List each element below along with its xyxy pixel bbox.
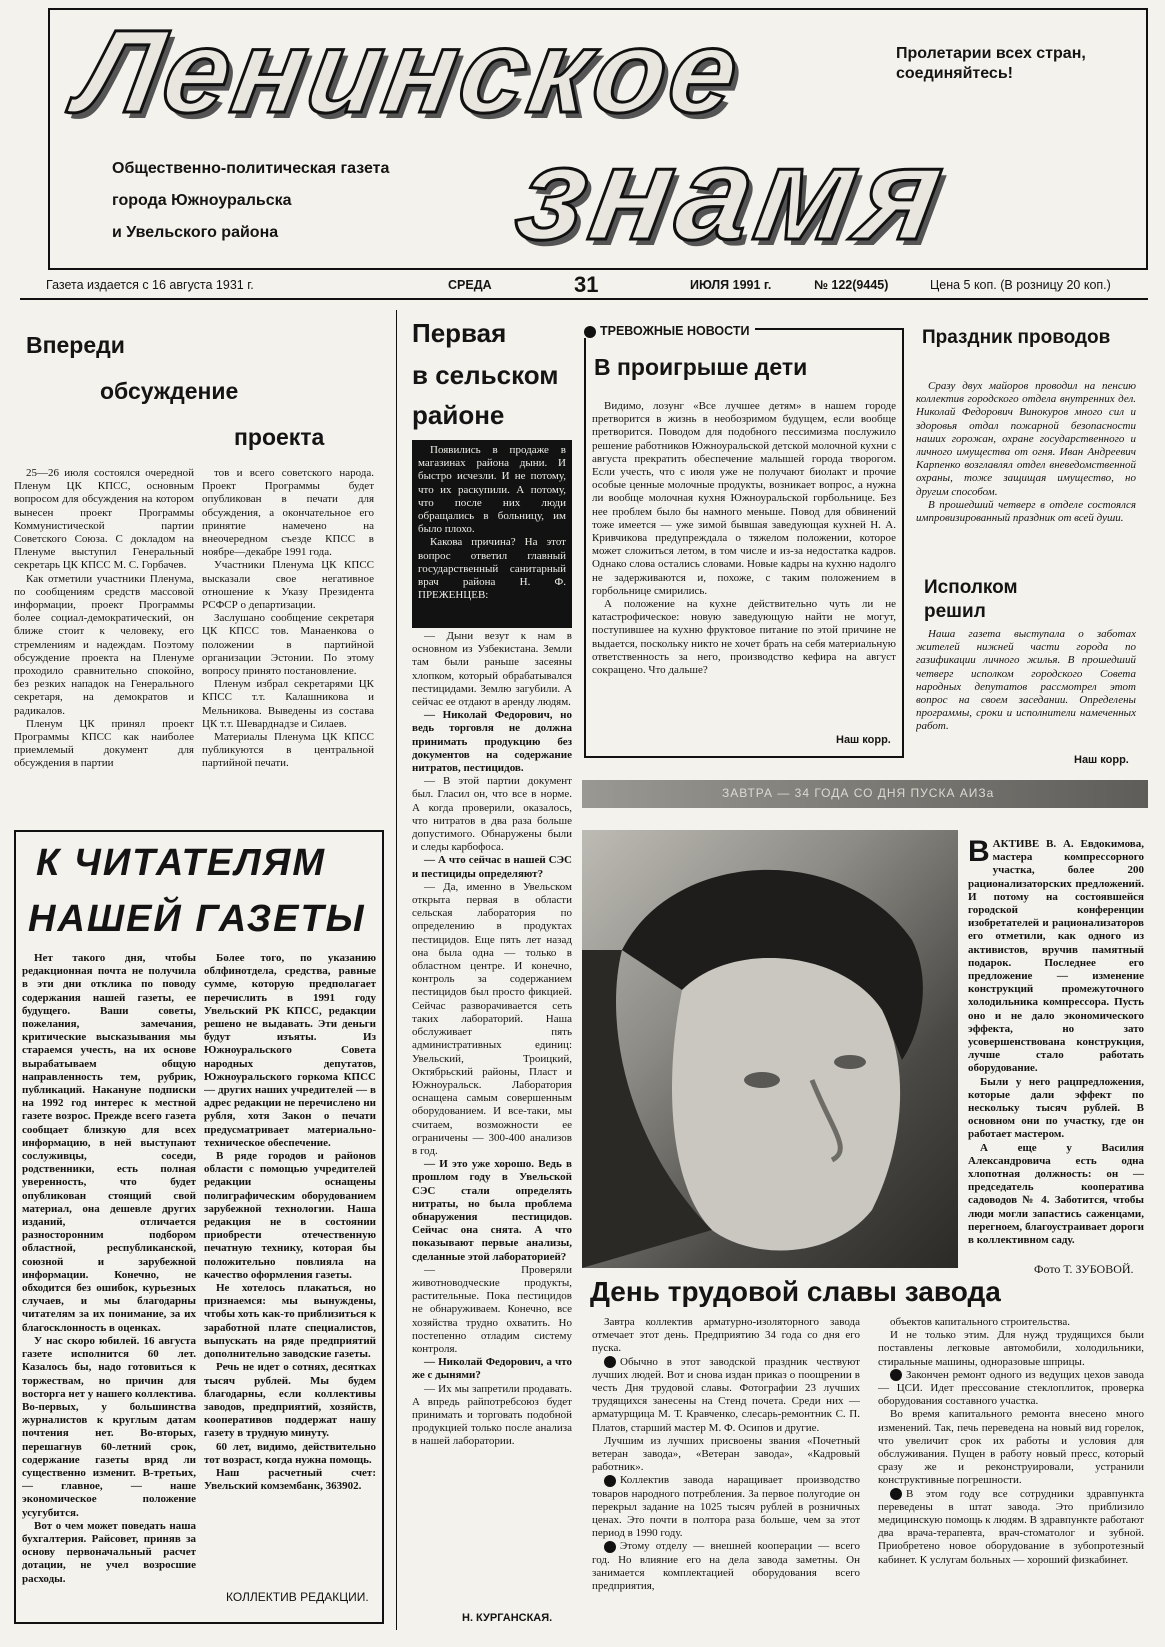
- factory-col1: Завтра коллектив арматурно-изоляторного завода отмечает этот день. Предприятию 34 года со дня его пуска. Обычно в этот заводской праздник чествуют лучших людей. Вот и снова издан приказ о поощрении в честь Дня трудовой славы. Фотографии 23 лучших трудящихся занесены на Стенд почета. Среди них — арматурщица М. Т. Кравченко, слесарь-ремонтник С. П. Платов, старший мастер М. Ф. Осипов и другие. Лучшим из лучших присвоены звания «Почетный ветеран завода», «Ветеран завода», «Кадровый работник». Коллектив завода наращивает производство товаров народного потребления. За первое полугодие он перекрыл задание на 1025 тысяч рублей в розничных ценах. Это почти в полтора раза больше, чем за этот период в 1990 году. Этому отделу — внешней кооперации — всего год. Но влияние его на дела завода заметны. Он занимается комплектацией оборудования всего предприятия,: [592, 1316, 860, 1593]
- bullet-icon: [604, 1541, 616, 1553]
- issue-number: № 122(9445): [814, 278, 889, 292]
- bullet-icon: [890, 1369, 902, 1381]
- issue-price: Цена 5 коп. (В розницу 20 коп.): [930, 278, 1111, 292]
- masthead-subtitle-2: города Южноуральска: [112, 192, 292, 209]
- issue-month-year: ИЮЛЯ 1991 г.: [690, 278, 772, 292]
- plenum-title-1: Впереди: [26, 332, 125, 358]
- bullet-icon: [604, 1475, 616, 1487]
- plenum-title-3: проекта: [234, 424, 325, 450]
- kids-title: В проигрыше дети: [594, 354, 808, 380]
- bullet-icon: [584, 326, 596, 338]
- ispolkom-title: Исполком решил: [924, 577, 1018, 622]
- photo-caption: ВАКТИВЕ В. А. Евдокимова, мастера компрессорного участка, более 200 рационализаторских предложений. И потому на состоявшейся городской конференции изобретателей и рационализаторов его отметили, как одного из активистов, вручив памятный подарок. Последнее его предложение — изменение конструкций промежуточного холодильника компрессора. Пусть оно и не дало экономического эффекта, но зато усовершенствована конструкция, лучше стало работать оборудование. Были у него рацпредложения, которые дали эффект по нескольку тысяч рублей. В основном они по участку, где он работает мастером. А еще у Василия Александровича есть одна хлопотная должность: он — председатель кооператива садоводов № 4. Заботится, чтобы люди могли запастись саженцами, перегноем, благоустраивает дороги в коллективном саду.: [968, 838, 1144, 1247]
- holiday-title: Праздник проводов: [922, 327, 1111, 348]
- rural-title-3: районе: [412, 400, 505, 430]
- rural-lead: Появились в продаже в магазинах района дыни. И быстро исчезли. И не потому, что их раскупили. А потому, что после них люди обращались в больницу, им было плохо. Какова причина? На этот вопрос ответил главный государственный санитарный врач района Н. Ф. ПРЕЖЕНЦЕВ:: [418, 444, 566, 602]
- holiday-body: Сразу двух майоров проводил на пенсию коллектив городского отдела внутренних дел. Николай Федорович Винокуров много сил и здоровья отдал пожарной безопасности наших горожан, охране государственного и личного имущества от огня. Иван Андреевич Карпенко возглавлял отдел вневедомственной охраны, тоже защищая имущество, но другим способом. В прошедший четверг в отделе состоялся импровизированный праздник от всей души.: [916, 380, 1136, 525]
- bullet-icon: [604, 1356, 616, 1368]
- issue-since: Газета издается с 16 августа 1931 г.: [46, 278, 254, 292]
- portrait-illustration: [582, 830, 958, 1268]
- readers-title-1: К ЧИТАТЕЛЯМ: [36, 842, 327, 884]
- kids-body: Видимо, лозунг «Все лучшее детям» в нашем городе претворится в жизнь в необозримом будущем, если вообще претворится. Поводом для подобного пессимизма послужило решение работников Южноуральской детской молочной кухни с августа прекратить обеспечение малышей города творогом. Если учесть, что с июля уже не получают биолакт и прочие особые ценные молочные продукты, возникает вопрос, а нужна ли вообще молочная кухня Южноуральской горбольнице. Без нее проблем было бы намного меньше. Повод для обвинений тоже имеется — уже зимой бывшая заведующая кухней Н. А. Кривчикова предупреждала о тяжелом положении, которое может сложиться летом, в том числе и из-за недостатка кадров. Однако слова остались словами. Новые кадры на кухню надолго не задерживаются и, похоже, с таким положением в горбольнице смирились. А положение на кухне действительно чуть ли не катастрофическое: новую заведующую найти не могут, поступившее на кухню фруктовое питание по этой причине не выдается, поскольку никто не хочет брать на себя материальную ответственность за него, производство кефира на август сокращено. Что дальше?: [592, 400, 896, 677]
- photo-credit: Фото Т. ЗУБОВОЙ.: [1034, 1262, 1134, 1276]
- plenum-col1: 25—26 июля состоялся очередной Пленум ЦК КПСС, основным вопросом для обсуждения на котором вынесен проект Программы Коммунистической партии Советского Союза. С докладом на Пленуме выступил Генеральный секретарь ЦК КПСС М. С. Горбачев. Как отметили участники Пленума, по сообщениям средств массовой информации, проект Программы более социал-демократический, он ближе стоит к человеку, его стремлениям и надеждам. Поэтому обсуждение проекта на Пленуме проходило сравнительно спокойно, без резких нападок на Генерального секретаря, на демократов и радикалов. Пленум ЦК принял проект Программы КПСС как наиболее приемлемый документ для обсуждения в партии: [14, 467, 194, 770]
- factory-title: День трудовой славы завода: [590, 1276, 1001, 1307]
- masthead-subtitle-3: и Увельского района: [112, 224, 279, 241]
- readers-col1: Нет такого дня, чтобы редакционная почта не получила в эти дни отклика по поводу содержания нашей газеты, ее будущего. Ваши советы, пожелания, замечания, критические высказывания мы стараемся учесть, на их основе вырабатываем общую направленность тем, рубрик, публикаций. Накануне подписки на 1992 год интерес к местной газете возрос. Прежде всего газета сообщает близкую для всех информацию, в ней выступают сослуживцы, соседи, родственники, есть полная уверенность, что будет опубликован стоящий свой материал, она дешевле других изданий, отличается разносторонним подбором областной, республиканской, союзной и зарубежной информации. Конечно, не обходится без ошибок, курьезных случаев, и мы благодарны читателям за их понимание, за их благосклонность в оценках. У нас скоро юбилей. 16 августа газете исполнится 60 лет. Казалось бы, надо готовиться к торжествам, но причин для восторга нет у нашего коллектива. Во-первых, у большинства журналистов к круглым датам почтения нет. Во-вторых, перешагнув 60-летний срок, содержание газеты вряд ли существенно изменит. В-третьих, — главное, — наше экономическое положение усугубится. Вот о чем может поведать наша бухгалтерия. Райсовет, приняв за основу первоначальный расчет дотации, не учел возросшие расходы.: [22, 952, 196, 1585]
- kids-rubric: ТРЕВОЖНЫЕ НОВОСТИ: [584, 324, 755, 338]
- masthead-title-line2: знамя: [507, 120, 959, 267]
- readers-col2: Более того, по указанию облфинотдела, средства, равные сумме, которую предполагает перечислить в 1991 году Увельский РК КПСС, редакции решено не выдавать. Эти деньги будут изъяты. Из Южноуральского Совета народных депутатов, Южноуральского горкома КПСС — других наших учредителей — в адрес редакции не перечислено ни рубля, хотя Закон о печати предусматривает материально-техническое обеспечение. В ряде городов и районов области с помощью учредителей редакции оснащены полиграфическим оборудованием зарубежной технологии. Наша редакция не в состоянии приобрести отечественную печатную технику, которая бы положительно повлияла на качество оформления газеты. Не хотелось плакаться, но признаемся: мы вынуждены, чтобы хоть как-то приблизиться к заработной плате специалистов, выпускать на ряде предприятий дополнительно заводские газеты. Речь не идет о сотнях, десятках тысяч рублей. Мы будем благодарны, если коллективы заводов, предприятий, хозяйств, кооперативов поддержат нашу газету в трудную минуту. 60 лет, видимо, действительно тот возраст, когда нужна помощь. Наш расчетный счет: Увельский комзембанк, 363902.: [204, 952, 376, 1493]
- portrait-photo: [582, 830, 958, 1268]
- rural-title-2: в сельском: [412, 360, 559, 390]
- masthead-motto: Пролетарии всех стран, соединяйтесь!: [896, 45, 1086, 82]
- readers-signature: КОЛЛЕКТИВ РЕДАКЦИИ.: [226, 1590, 369, 1604]
- masthead-title-line1: Ленинское: [68, 6, 753, 138]
- anniversary-banner-text: ЗАВТРА — 34 ГОДА СО ДНЯ ПУСКА АИЗа: [722, 786, 995, 800]
- column-rule-1: [396, 310, 397, 1630]
- issue-rule: [20, 298, 1148, 300]
- issue-weekday: СРЕДА: [448, 278, 492, 292]
- readers-title-2: НАШЕЙ ГАЗЕТЫ: [28, 898, 366, 940]
- factory-col2: объектов капитального строительства. И не только этим. Для нужд трудящихся были поставлены легковые автомобили, холодильники, стиральные машины, одноразовые шприцы. Закончен ремонт одного из ведущих цехов завода — ЦСИ. Идет прессование стеклоплиток, проверка оборудования составного участка. Во время капитального ремонта внесено много изменений. Так, печь переведена на новый вид горелок, что увеличит срок их работы и условия для обслуживания. Пущен в работу новый пресс, который сразу же и реконструировали, устранили конструктивные погрешности. В этом году все сотрудники здравпункта переведены в штат завода. Это приблизило медицинскую помощь к людям. В здравпункте работают два врача-терапевта, врач-стоматолог и зубной. Приобретено новое оборудование в зубопротезный кабинет. К услугам больных — хороший физкабинет.: [878, 1316, 1144, 1566]
- ispolkom-body: Наша газета выступала о заботах жителей нижней части города по газификации личного жилья. В прошедший четверг исполком городского Совета народных депутатов рассмотрел этот вопрос на своем заседании. Определены программы, сроки и исполнители намеченных работ.: [916, 628, 1136, 733]
- rural-author: Н. КУРГАНСКАЯ.: [462, 1612, 553, 1624]
- plenum-col2: тов и всего советского народа. Проект Программы будет опубликован в печати для обсуждения, а окончательное его принятие намечено на внеочередном съезде КПСС в ноябре—декабре 1991 года. Участники Пленума ЦК КПСС высказали свое негативное отношение к Указу Президента РСФСР о департизации. Заслушано сообщение секретаря ЦК КПСС тов. Манаенкова о положении в партийной организации Эстонии. По этому вопросу принято постановление. Пленум избрал секретарями ЦК КПСС т.т. Калашникова и Мельникова. Выведены из состава ЦК т.т. Шеварднадзе и Силаев. Материалы Пленума ЦК КПСС публикуются в центральной партийной печати.: [202, 467, 374, 770]
- caption-dropcap: В: [968, 838, 990, 868]
- kids-author: Наш корр.: [836, 734, 891, 746]
- rural-body: — Дыни везут к нам в основном из Узбекистана. Земли там были раньше засеяны хлопком, который обрабатывался пестицидами. Землю загубили. А сейчас ее отдают в аренду людям. — Николай Федорович, но ведь торговля не должна принимать продукцию без документов на содержание нитратов, пестицидов. — В этой партии документ был. Гласил он, что все в норме. А когда проверили, оказалось, что нитратов в два раза больше допустимого. Обнаружены были и следы карбофоса. — А что сейчас в нашей СЭС и пестициды определяют? — Да, именно в Увельском открыта первая в области сельская лаборатория по определению в продуктах пестицидов. Еще пять лет назад она была одна — только в областном центре. И конечно, контроль за содержанием пестицидов был просто фикцией. Сейчас разворачивается сеть таких лабораторий. Наша обслуживает пять административных единиц: Увельский, Троицкий, Октябрьский районы, Пласт и Южноуральск. Лаборатория оснащена самым совершенным оборудованием. И все-таки, мы считаем, возможности ее ограничены — 300-400 анализов в год. — И это уже хорошо. Ведь в прошлом году в Увельской СЭС стали определять нитраты, но была проблема обнаружения пестицидов. Сейчас она снята. А что показывают первые анализы, сделанные этой лабораторией? — Проверяли животноводческие продукты, растительные. Пока пестицидов не обнаруживаем. Конечно, все хозяйства трудно охватить. Но постепенно отладим систему контроля. — Николай Федорович, а что же с дынями? — Их мы запретили продавать. А впредь райпотребсоюз будет принимать и торговать подобной продукцией только после анализа в нашей лаборатории.: [412, 630, 572, 1448]
- ispolkom-author: Наш корр.: [1074, 754, 1129, 766]
- plenum-title-2: обсуждение: [100, 378, 239, 404]
- issue-day: 31: [574, 272, 599, 297]
- bullet-icon: [890, 1488, 902, 1500]
- rural-title-1: Первая: [412, 318, 507, 348]
- masthead-subtitle-1: Общественно-политическая газета: [112, 160, 390, 177]
